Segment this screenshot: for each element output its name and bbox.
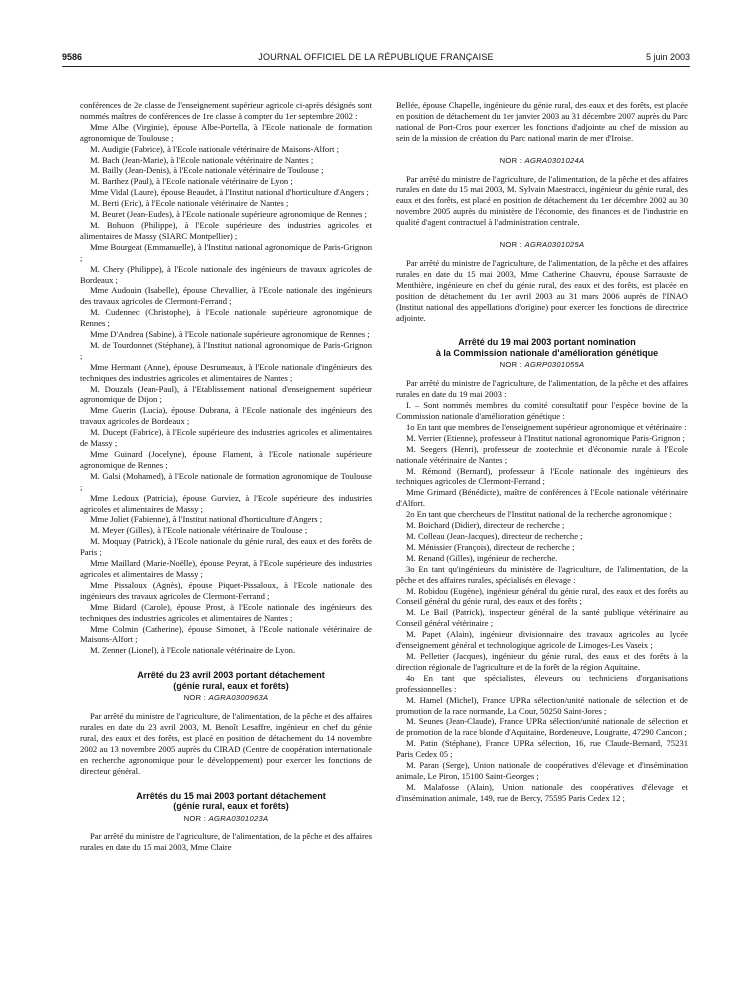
nor-code: AGRA0301024A	[524, 155, 585, 165]
decree-paragraph: 1o En tant que membres de l'enseignement supérieur agronomique et vétérinaire :	[406, 421, 687, 432]
appointment-item: M. Bailly (Jean-Denis), à l'Ecole nationale vétérinaire de Toulouse ;	[90, 165, 324, 176]
nor-label: NOR :	[183, 693, 207, 703]
journal-title: JOURNAL OFFICIEL DE LA RÉPUBLIQUE FRANÇAISE	[258, 52, 494, 62]
appointment-item: Mme Guerin (Lucia), épouse Dubrana, à l'Ecole nationale des ingénieurs des travaux agricoles de Bordeaux ;	[80, 405, 372, 427]
article-subtitle: (génie rural, eaux et forêts)	[173, 680, 289, 691]
nor-reference	[80, 693, 372, 704]
article-body: Par arrêté du ministre de l'agriculture, de l'alimentation, de la pêche et des affaires rurales en date du 15 mai 2003, Mme Claire	[80, 831, 372, 853]
member-item: M. Robidou (Eugène), ingénieur général du génie rural, des eaux et des forêts au Conseil général du génie rural, des eaux et des forêts ;	[396, 585, 688, 607]
appointment-item: M. Beuret (Jean-Eudes), à l'Ecole nationale supérieure agronomique de Rennes ;	[90, 209, 367, 220]
header-rule	[62, 66, 690, 67]
nor-reference	[80, 814, 372, 825]
left-column	[80, 100, 372, 853]
nor-code: AGRA0301023A	[208, 813, 269, 823]
appointment-item: M. Meyer (Gilles), à l'Ecole nationale vétérinaire de Toulouse ;	[90, 525, 308, 536]
appointment-item: Mme Maillard (Marie-Noëlle), épouse Peyrat, à l'Ecole supérieure des industries agricoles et alimentaires de Massy ;	[80, 558, 372, 579]
member-item: M. Papet (Alain), ingénieur divisionnaire des travaux agricoles au lycée d'enseignement général et technologique agricole de Limoges-Les Vaseix ;	[396, 629, 688, 651]
decree-paragraph: 3o En tant qu'ingénieurs du ministère de l'agriculture, de l'alimentation, de la pêche et des affaires rurales, spécialisés en élevage :	[396, 563, 688, 585]
nor-label: NOR :	[499, 240, 523, 250]
member-item: M. Ménissier (François), directeur de recherche ;	[406, 541, 575, 552]
appointment-item: M. Douzals (Jean-Paul), à l'Etablissement national d'enseignement supérieur agronomique de Dijon ;	[80, 383, 372, 405]
appointment-item: Mme Vidal (Laure), épouse Beaudet, à l'Institut national d'horticulture d'Angers ;	[90, 187, 369, 198]
right-column	[396, 100, 688, 804]
nor-code: AGRA0300963A	[208, 693, 269, 703]
appointment-item: M. Berti (Eric), à l'Ecole nationale vétérinaire de Nantes ;	[90, 198, 289, 209]
appointment-item: M. Audigie (Fabrice), à l'Ecole nationale vétérinaire de Maisons-Alfort ;	[90, 143, 340, 154]
appointment-item: M. Bohuon (Philippe), à l'Ecole supérieure des industries agricoles et alimentaires de Massy (SIARC Montpellier) ;	[80, 219, 372, 241]
appointment-item: Mme Audouin (Isabelle), épouse Chevallier, à l'Ecole nationale des ingénieurs des travaux agricoles de Clermont-Ferrand ;	[80, 285, 372, 307]
member-item: Mme Grimard (Bénédicte), maître de conférences à l'Ecole nationale vétérinaire d'Alfort.	[396, 487, 688, 509]
member-item: M. Paran (Serge), Union nationale de coopératives d'élevage et d'insémination animale, Le Piron, 15100 Saint-Georges ;	[396, 760, 688, 781]
appointment-item: Mme Colmin (Catherine), épouse Simonet, à l'Ecole nationale vétérinaire de Maisons-Alfort ;	[80, 623, 372, 645]
member-item: M. Pelletier (Jacques), ingénieur du génie rural, des eaux et des forêts à la direction régionale de l'agriculture et de la forêt de la région Aquitaine.	[396, 650, 688, 672]
appointment-item: M. Cudennec (Christophe), à l'Ecole nationale supérieure agronomique de Rennes ;	[80, 307, 372, 329]
member-item: M. Verrier (Etienne), professeur à l'Institut national agronomique Paris-Grignon ;	[406, 432, 685, 443]
member-item: M. Colleau (Jean-Jacques), directeur de recherche ;	[406, 531, 583, 541]
appointment-item: Mme Pissaloux (Agnès), épouse Piquet-Pissaloux, à l'Ecole nationale des ingénieurs des travaux agricoles de Clermont-Ferrand ;	[80, 579, 372, 601]
appointment-item: Mme Guinard (Jocelyne), épouse Flament, à l'Ecole nationale supérieure agronomique de Rennes ;	[80, 449, 372, 470]
decree-paragraph: 4o En tant que spécialistes, éleveurs ou techniciens d'organisations professionnelles :	[396, 672, 688, 694]
article-subtitle: à la Commission nationale d'amélioration génétique	[435, 347, 659, 358]
decree-paragraph: Par arrêté du ministre de l'agriculture, de l'alimentation, de la pêche et des affaires rurales en date du 15 mai 2003, M. Sylvain Maestracci, ingénieur du génie rural, des eaux et des forêts, est placé en position de détachement du 1er décembre 2002 au 30 novembre 2005 auprès du ministère de l'économie, des finances et de l'industrie en qualité d'agent contractuel à l'administration centrale.	[396, 173, 688, 228]
appointment-item: M. Galsi (Mohamed), à l'Ecole nationale de formation agronomique de Toulouse ;	[80, 470, 372, 492]
nor-label: NOR :	[183, 813, 207, 823]
nor-reference	[396, 360, 688, 371]
article-body: Par arrêté du ministre de l'agriculture, de l'alimentation, de la pêche et des affaires rurales en date du 23 avril 2003, M. Benoît Lesaffre, ingénieur en chef du génie rural, des eaux et des forêts, est placé en position de détachement du 14 novembre 2002 au 13 novembre 2005 auprès du CIRAD (Centre de coopération internationale en recherche agronomique pour le développement) pour exercer les fonctions de directeur général.	[80, 711, 372, 776]
nor-label: NOR :	[499, 360, 523, 370]
article-title: Arrêté du 19 mai 2003 portant nomination	[458, 337, 636, 348]
decree-paragraph: I. – Sont nommés membres du comité consultatif pour l'espèce bovine de la Commission nationale d'amélioration génétique :	[396, 400, 688, 422]
nor-code: AGRA0301025A	[524, 240, 585, 250]
member-item: M. Hamel (Michel), France UPRa sélection/unité nationale de sélection et de promotion de la race normande, La Cour, 50250 Saint-Jores ;	[396, 694, 688, 716]
article-title: Arrêtés du 15 mai 2003 portant détachement	[136, 790, 326, 801]
appointment-item: Mme Hermant (Anne), épouse Desrumeaux, à l'Ecole nationale d'ingénieurs des techniques des industries agricoles et alimentaires de Nantes ;	[80, 361, 372, 383]
member-item: M. Seegers (Henri), professeur de zootechnie et d'économie rurale à l'Ecole nationale vétérinaire de Nantes ;	[396, 443, 688, 465]
appointment-item: M. Bach (Jean-Marie), à l'Ecole nationale vétérinaire de Nantes ;	[90, 154, 314, 165]
intro-paragraph: conférences de 2e classe de l'enseignement supérieur agricole ci-après désignés sont nommés maîtres de conférences de 1re classe à compter du 1er septembre 2002 :	[80, 100, 372, 121]
appointment-item: Mme Joliet (Fabienne), à l'Institut national d'horticulture d'Angers ;	[90, 514, 323, 525]
page-number: 9586	[62, 52, 83, 62]
member-item: M. Renand (Gilles), ingénieur de recherche.	[406, 552, 558, 563]
appointment-item: Mme Albe (Virginie), épouse Albe-Portella, à l'Ecole nationale de formation agronomique de Toulouse ;	[80, 121, 372, 143]
article-subtitle: (génie rural, eaux et forêts)	[173, 801, 289, 812]
member-item: M. Seunes (Jean-Claude), France UPRa sélection/unité nationale de sélection et de promotion de la race blonde d'Aquitaine, Bordeneuve, Lougratte, 47290 Cancon ;	[396, 716, 688, 738]
appointment-item: M. Chery (Philippe), à l'Ecole nationale des ingénieurs de travaux agricoles de Bordeaux ;	[80, 263, 372, 285]
member-item: M. Le Bail (Patrick), inspecteur général de la santé publique vétérinaire au Conseil général vétérinaire ;	[396, 607, 688, 629]
nor-label: NOR :	[499, 155, 523, 165]
publication-date: 5 juin 2003	[645, 52, 690, 62]
member-item: M. Boichard (Didier), directeur de recherche ;	[406, 520, 565, 531]
member-item: M. Patin (Stéphane), France UPRa sélection, 16, rue Claude-Bernard, 75231 Paris Cedex 05 ;	[396, 738, 688, 760]
continuation-paragraph: Bellée, épouse Chapelle, ingénieure du génie rural, des eaux et des forêts, est placée en position de détachement du 1er janvier 2003 au 31 décembre 2007 auprès du Parc national de Port-Cros pour exercer les fonctions d'adjointe au chef de mission au sein de la mission de création du Parc national marin de mer d'Iroise.	[396, 100, 688, 143]
decree-paragraph: Par arrêté du ministre de l'agriculture, de l'alimentation, de la pêche et des affaires rurales en date du 15 mai 2003, Mme Catherine Chauvru, épouse Sarrauste de Menthière, ingénieure en chef du génie rural, des eaux et des forêts, est placée en position de détachement du 1er avril 2003 au 31 mars 2006 auprès de l'INAO (Institut national des appellations d'origine) pour exercer les fonctions de directrice adjointe.	[396, 257, 688, 323]
appointment-item: Mme Ledoux (Patricia), épouse Gurviez, à l'Ecole supérieure des industries agricoles et alimentaires de Massy ;	[80, 492, 372, 514]
appointment-item: Mme Bidard (Carole), épouse Prost, à l'Ecole nationale des ingénieurs des techniques des industries agricoles et alimentaires de Nantes ;	[80, 601, 372, 623]
appointment-item: M. de Tourdonnet (Stéphane), à l'Institut national agronomique de Paris-Grignon ;	[80, 339, 372, 361]
article-title: Arrêté du 23 avril 2003 portant détachement	[137, 670, 325, 681]
decree-paragraph: 2o En tant que chercheurs de l'Institut national de la recherche agronomique :	[406, 509, 672, 520]
nor-reference	[396, 156, 688, 167]
nor-reference	[396, 240, 688, 251]
nor-code: AGRP0301055A	[524, 360, 585, 370]
member-item: M. Rémond (Bernard), professeur à l'Ecole nationale des ingénieurs des techniques agricoles de Clermont-Ferrand ;	[396, 465, 688, 487]
appointment-item: M. Ducept (Fabrice), à l'Ecole supérieure des industries agricoles et alimentaires de Massy ;	[80, 427, 372, 449]
decree-paragraph: Par arrêté du ministre de l'agriculture, de l'alimentation, de la pêche et des affaires rurales en date du 19 mai 2003 :	[396, 378, 688, 400]
appointment-item: M. Moquay (Patrick), à l'Ecole nationale du génie rural, des eaux et des forêts de Paris ;	[80, 536, 372, 558]
appointment-item: M. Barthez (Paul), à l'Ecole nationale vétérinaire de Lyon ;	[90, 176, 293, 187]
member-item: M. Malafosse (Alain), Union nationale des coopératives d'élevage et d'insémination animale, 149, rue de Bercy, 75595 Paris Cedex 12 ;	[396, 781, 688, 803]
appointment-item: M. Zenner (Lionel), à l'Ecole nationale vétérinaire de Lyon.	[90, 645, 296, 656]
appointment-item: Mme D'Andrea (Sabine), à l'Ecole nationale supérieure agronomique de Rennes ;	[90, 329, 370, 340]
page-header	[62, 52, 690, 66]
appointment-item: Mme Bourgeat (Emmanuelle), à l'Institut national agronomique de Paris-Grignon ;	[80, 241, 372, 263]
